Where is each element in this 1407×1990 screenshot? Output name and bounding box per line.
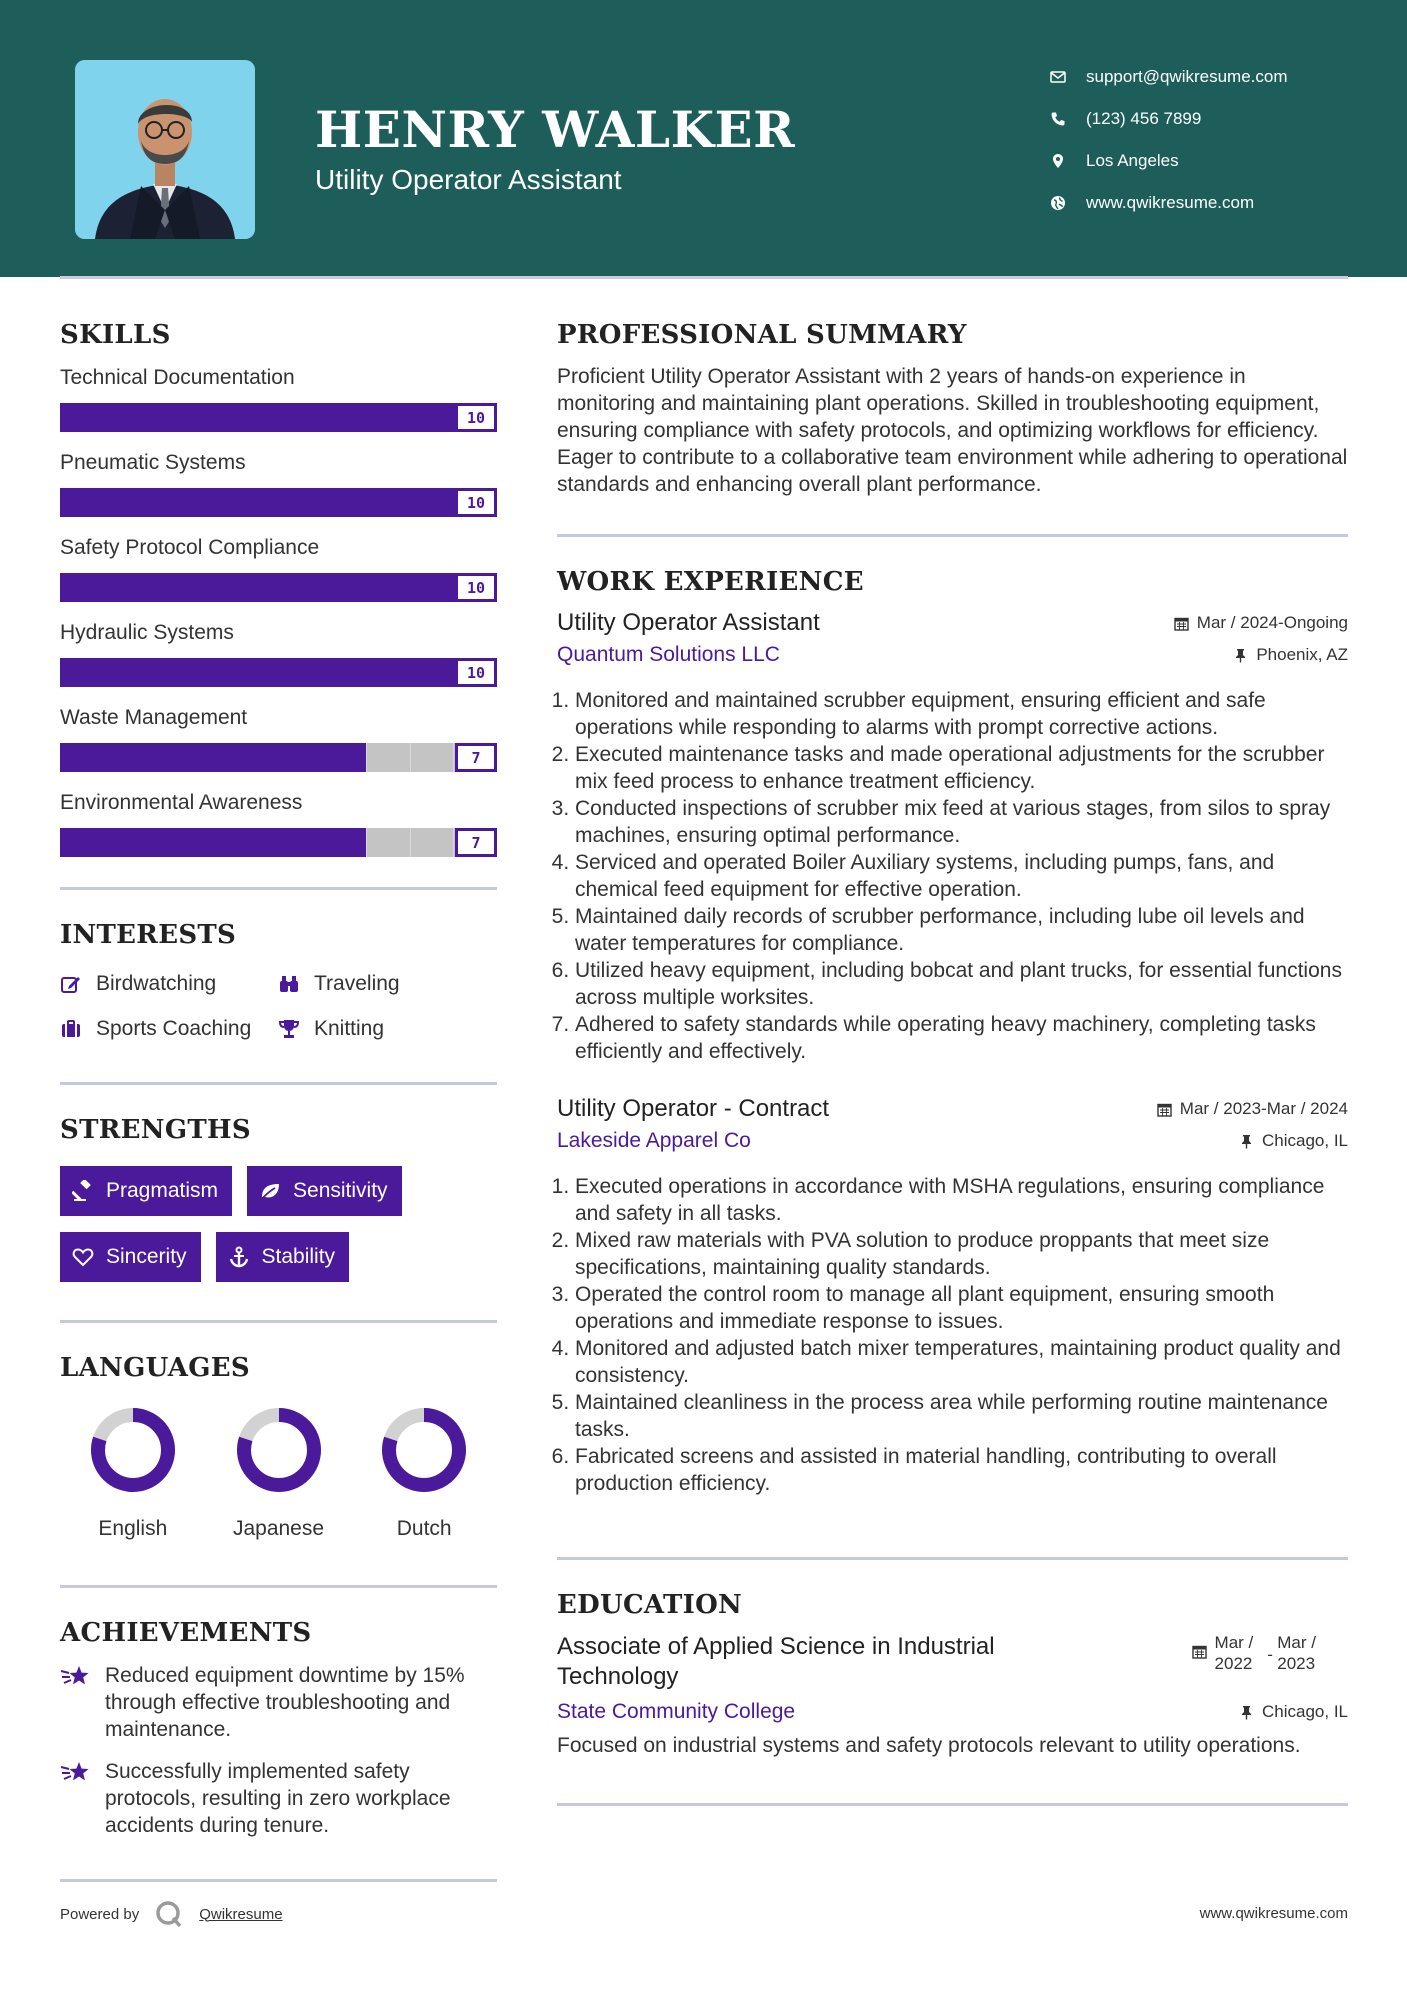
skill-bar-segment — [104, 828, 148, 857]
skill-item — [60, 788, 497, 857]
skill-bar-segment — [366, 403, 410, 432]
job-dates — [1157, 1099, 1348, 1119]
skill-bar-segment — [410, 488, 454, 517]
section-divider — [557, 1803, 1348, 1806]
leaf-icon — [259, 1180, 281, 1202]
calendar-icon — [1157, 1102, 1172, 1117]
strength-tag — [216, 1232, 350, 1282]
job-dates-text: Mar / 2024-Ongoing — [1196, 613, 1348, 632]
skills-list — [60, 363, 497, 857]
education-end — [1267, 1632, 1316, 1674]
strengths-list — [60, 1166, 497, 1282]
skill-bar-segment — [410, 743, 454, 772]
skill-item — [60, 703, 497, 772]
skill-bar-segment — [191, 573, 235, 602]
language-donut — [379, 1405, 469, 1495]
pushpin-icon — [1239, 1134, 1254, 1149]
duty-item: 1. Executed operations in accordance with MSHA regulations, ensuring compliance and safety in all tasks. — [575, 1173, 1348, 1227]
skill-bar-segment — [278, 403, 322, 432]
achievement-item — [60, 1662, 497, 1743]
skill-bar-segment — [60, 743, 104, 772]
contact-list — [1050, 56, 1370, 224]
interest-label: Traveling — [314, 971, 400, 995]
skill-name: Pneumatic Systems — [60, 451, 246, 474]
education-start — [1215, 1632, 1254, 1674]
education-entry — [557, 1632, 1348, 1759]
skill-bar-segment — [410, 828, 454, 857]
experience-heading: WORK EXPERIENCE — [557, 567, 864, 597]
education-start-year: 2022 — [1214, 1654, 1253, 1673]
job-dates — [1174, 613, 1348, 633]
skill-bar-segment — [278, 828, 322, 857]
shooting-star-icon — [60, 1758, 105, 1839]
skill-bar-segment — [235, 828, 279, 857]
achievement-text: Successfully implemented safety protocols, resulting in zero workplace accidents during tenure. — [105, 1760, 451, 1837]
interest-item — [60, 1015, 278, 1042]
powered-by-text: Powered by — [60, 1905, 140, 1923]
skill-bar-segment — [366, 488, 410, 517]
right-column — [557, 320, 1348, 1806]
language-name: Japanese — [232, 1517, 325, 1540]
section-divider — [60, 1879, 497, 1882]
job-duties — [557, 1173, 1348, 1497]
candidate-title: Utility Operator Assistant — [315, 164, 622, 195]
duty-item: 5. Maintained cleanliness in the process area while performing routine maintenance tasks. — [575, 1389, 1348, 1443]
skill-bar — [60, 828, 497, 857]
powered-by — [60, 1900, 283, 1928]
language-item — [351, 1405, 497, 1541]
duty-item: 6. Utilized heavy equipment, including bobcat and plant trucks, for essential functions across multiple worksites. — [575, 957, 1348, 1011]
interest-item — [278, 970, 497, 997]
skill-item — [60, 363, 497, 432]
achievements-heading: ACHIEVEMENTS — [60, 1618, 312, 1648]
job-company: Lakeside Apparel Co — [557, 1129, 751, 1152]
calendar-icon — [1192, 1644, 1207, 1659]
heart-icon — [72, 1246, 94, 1268]
anchor-icon — [228, 1246, 250, 1268]
contact-location — [1050, 140, 1370, 182]
skill-bar-segment — [410, 403, 454, 432]
languages-list — [60, 1405, 497, 1541]
skill-bar-segment — [60, 658, 104, 687]
skill-bar-segment — [366, 658, 410, 687]
skill-name: Hydraulic Systems — [60, 621, 234, 644]
duty-item: 3. Operated the control room to manage all plant equipment, ensuring smooth operations and immediate response to issues. — [575, 1281, 1348, 1335]
globe-icon — [1050, 195, 1086, 211]
section-divider — [60, 1585, 497, 1588]
education-start-month: Mar / — [1214, 1633, 1254, 1652]
skills-heading: SKILLS — [60, 320, 171, 350]
skill-name: Waste Management — [60, 706, 248, 729]
qwikresume-logo-icon — [155, 1900, 183, 1928]
skill-bar-segment — [278, 573, 322, 602]
left-column — [60, 320, 497, 1882]
skill-item — [60, 533, 497, 602]
education-end-year: 2023 — [1277, 1654, 1316, 1673]
job-location — [1239, 1131, 1348, 1151]
skill-bar — [60, 403, 497, 432]
phone-icon — [1050, 111, 1086, 127]
contact-phone[interactable] — [1050, 98, 1370, 140]
interest-item — [278, 1015, 497, 1042]
skill-bar-segment — [235, 403, 279, 432]
skill-bar-segment — [191, 488, 235, 517]
summary-text: Proficient Utility Operator Assistant with 2 years of hands-on experience in monitoring and maintaining plant operations. Skilled in troubleshooting equipment, ensuring compliance with safety protocols, and optimizing workflows for efficiency. Eager to contribute to a collaborative team environment while adhering to operational standards and enhancing overall plant performance. — [557, 365, 1348, 496]
pushpin-icon — [1233, 648, 1248, 663]
pushpin-icon — [1239, 1705, 1254, 1720]
skill-bar-segment — [191, 658, 235, 687]
duty-item: 3. Conducted inspections of scrubber mix feed at various stages, from silos to spray machines, ensuring optimal performance. — [575, 795, 1348, 849]
skill-score: 10 — [455, 403, 497, 432]
interest-item — [60, 970, 278, 997]
skill-bar-segment — [322, 743, 366, 772]
education-subheader — [557, 1700, 1348, 1724]
skill-bar — [60, 658, 497, 687]
job-location-text: Phoenix, AZ — [1256, 645, 1348, 664]
skill-bar-segment — [60, 828, 104, 857]
language-name: English — [98, 1517, 168, 1540]
skill-bar-segment — [322, 573, 366, 602]
education-location-text: Chicago, IL — [1262, 1702, 1348, 1721]
strength-label: Stability — [261, 1245, 336, 1268]
job-dates-text: Mar / 2023-Mar / 2024 — [1179, 1099, 1348, 1118]
education-location — [1239, 1702, 1348, 1722]
contact-website-text: www.qwikresume.com — [1086, 193, 1255, 212]
strength-tag — [60, 1166, 232, 1216]
skill-name: Environmental Awareness — [60, 791, 303, 814]
strength-label: Sensitivity — [293, 1179, 388, 1202]
skill-bar-segment — [235, 488, 279, 517]
language-donut — [234, 1405, 324, 1495]
education-end-month: Mar / — [1277, 1633, 1316, 1652]
header-divider — [60, 276, 1348, 279]
interests-list — [60, 970, 497, 1042]
skill-bar-segment — [104, 573, 148, 602]
footer-website[interactable]: www.qwikresume.com — [1199, 1905, 1348, 1922]
job-subheader — [557, 1129, 1348, 1153]
skill-bar-segment — [410, 573, 454, 602]
skill-bar-segment — [147, 743, 191, 772]
job-subheader — [557, 643, 1348, 667]
contact-email[interactable] — [1050, 56, 1370, 98]
skill-bar-segment — [147, 828, 191, 857]
job-entry — [557, 609, 1348, 1065]
languages-heading: LANGUAGES — [60, 1353, 250, 1383]
education-heading: EDUCATION — [557, 1590, 743, 1620]
duty-item: 1. Monitored and maintained scrubber equipment, ensuring efficient and safe operations while responding to alarms with prompt corrective actions. — [575, 687, 1348, 741]
strengths-heading: STRENGTHS — [60, 1115, 251, 1145]
skill-bar-segment — [104, 403, 148, 432]
skill-bar-segment — [278, 658, 322, 687]
skill-name: Technical Documentation — [60, 366, 295, 389]
duty-item: 4. Serviced and operated Boiler Auxiliary systems, including pumps, fans, and chemical feed equipment for effective operation. — [575, 849, 1348, 903]
education-school: State Community College — [557, 1700, 796, 1723]
edit-icon — [60, 973, 96, 995]
resume-header — [0, 0, 1407, 277]
strength-label: Sincerity — [106, 1245, 187, 1268]
job-header — [557, 1095, 1348, 1123]
skill-bar — [60, 573, 497, 602]
language-donut — [88, 1405, 178, 1495]
skill-score: 10 — [455, 573, 497, 602]
skill-bar-segment — [191, 403, 235, 432]
skill-name: Safety Protocol Compliance — [60, 536, 320, 559]
skill-bar-segment — [147, 658, 191, 687]
section-divider — [60, 887, 497, 890]
skill-bar-segment — [278, 488, 322, 517]
contact-website[interactable] — [1050, 182, 1370, 224]
language-item — [60, 1405, 206, 1541]
summary-heading: PROFESSIONAL SUMMARY — [557, 320, 967, 350]
skill-bar-segment — [235, 743, 279, 772]
education-degree: Associate of Applied Science in Industrial Technology — [557, 1633, 995, 1690]
language-item — [206, 1405, 352, 1541]
skill-score: 7 — [455, 828, 497, 857]
duty-item: 2. Executed maintenance tasks and made operational adjustments for the scrubber mix feed process to enhance treatment efficiency. — [575, 741, 1348, 795]
education-description: Focused on industrial systems and safety protocols relevant to utility operations. — [557, 1734, 1301, 1757]
skill-item — [60, 618, 497, 687]
portrait-image — [75, 60, 255, 239]
job-entry — [557, 1095, 1348, 1497]
skill-bar-segment — [235, 658, 279, 687]
binoculars-icon — [278, 973, 314, 995]
section-divider — [557, 534, 1348, 537]
duty-item: 5. Maintained daily records of scrubber performance, including lube oil levels and water temperatures for compliance. — [575, 903, 1348, 957]
job-role: Utility Operator Assistant — [557, 609, 820, 636]
skill-score: 10 — [455, 488, 497, 517]
interest-label: Knitting — [314, 1016, 385, 1040]
gavel-icon — [72, 1180, 94, 1202]
profile-photo — [75, 60, 255, 239]
skill-score: 7 — [455, 743, 497, 772]
skill-bar-segment — [322, 658, 366, 687]
skill-bar-segment — [60, 573, 104, 602]
map-pin-icon — [1050, 153, 1086, 169]
date-separator: - — [1267, 1645, 1273, 1664]
job-location-text: Chicago, IL — [1262, 1131, 1348, 1150]
briefcase-icon — [60, 1018, 96, 1040]
trophy-icon — [278, 1018, 314, 1040]
achievement-item — [60, 1758, 497, 1839]
skill-bar-segment — [235, 573, 279, 602]
candidate-name: HENRY WALKER — [315, 100, 796, 159]
skill-bar — [60, 743, 497, 772]
strength-label: Pragmatism — [106, 1179, 219, 1202]
interest-label: Birdwatching — [96, 971, 217, 995]
skill-bar-segment — [147, 403, 191, 432]
skill-bar-segment — [278, 743, 322, 772]
duty-item: 2. Mixed raw materials with PVA solution to produce proppants that meet size specifications, maintaining quality standards. — [575, 1227, 1348, 1281]
skill-bar-segment — [147, 573, 191, 602]
skill-bar-segment — [104, 658, 148, 687]
contact-phone-text: (123) 456 7899 — [1086, 109, 1202, 128]
education-header — [557, 1632, 1348, 1692]
skill-bar-segment — [322, 488, 366, 517]
skill-bar-segment — [60, 488, 104, 517]
job-role: Utility Operator - Contract — [557, 1095, 830, 1122]
job-company: Quantum Solutions LLC — [557, 643, 780, 666]
skill-bar-segment — [147, 488, 191, 517]
duty-item: 4. Monitored and adjusted batch mixer temperatures, maintaining product quality and consistency. — [575, 1335, 1348, 1389]
achievements-list — [60, 1662, 497, 1839]
skill-bar-segment — [410, 658, 454, 687]
skill-bar-segment — [104, 743, 148, 772]
job-location — [1233, 645, 1348, 665]
skill-bar-segment — [322, 828, 366, 857]
section-divider — [60, 1320, 497, 1323]
skill-bar-segment — [322, 403, 366, 432]
skill-bar-segment — [104, 488, 148, 517]
duty-item: 6. Fabricated screens and assisted in material handling, contributing to overall production efficiency. — [575, 1443, 1348, 1497]
achievement-text: Reduced equipment downtime by 15% through effective troubleshooting and maintenance. — [105, 1664, 465, 1741]
skill-bar-segment — [60, 403, 104, 432]
contact-location-text: Los Angeles — [1086, 151, 1179, 170]
job-header — [557, 609, 1348, 637]
education-dates — [1192, 1632, 1316, 1674]
strength-tag — [247, 1166, 402, 1216]
skill-bar-segment — [191, 828, 235, 857]
envelope-icon — [1050, 69, 1086, 85]
contact-email-text: support@qwikresume.com — [1086, 67, 1288, 86]
skill-item — [60, 448, 497, 517]
section-divider — [60, 1082, 497, 1085]
language-name: Dutch — [396, 1517, 452, 1540]
skill-bar-segment — [366, 743, 410, 772]
job-duties — [557, 687, 1348, 1065]
skill-score: 10 — [455, 658, 497, 687]
skill-bar — [60, 488, 497, 517]
interests-heading: INTERESTS — [60, 920, 237, 950]
qwikresume-link[interactable]: Qwikresume — [199, 1905, 283, 1923]
duty-item: 7. Adhered to safety standards while operating heavy machinery, completing tasks efficiently and effectively. — [575, 1011, 1348, 1065]
shooting-star-icon — [60, 1662, 105, 1743]
calendar-icon — [1174, 616, 1189, 631]
section-divider — [557, 1557, 1348, 1560]
interest-label: Sports Coaching — [96, 1016, 252, 1040]
skill-bar-segment — [191, 743, 235, 772]
strength-tag — [60, 1232, 201, 1282]
skill-bar-segment — [366, 828, 410, 857]
skill-bar-segment — [366, 573, 410, 602]
